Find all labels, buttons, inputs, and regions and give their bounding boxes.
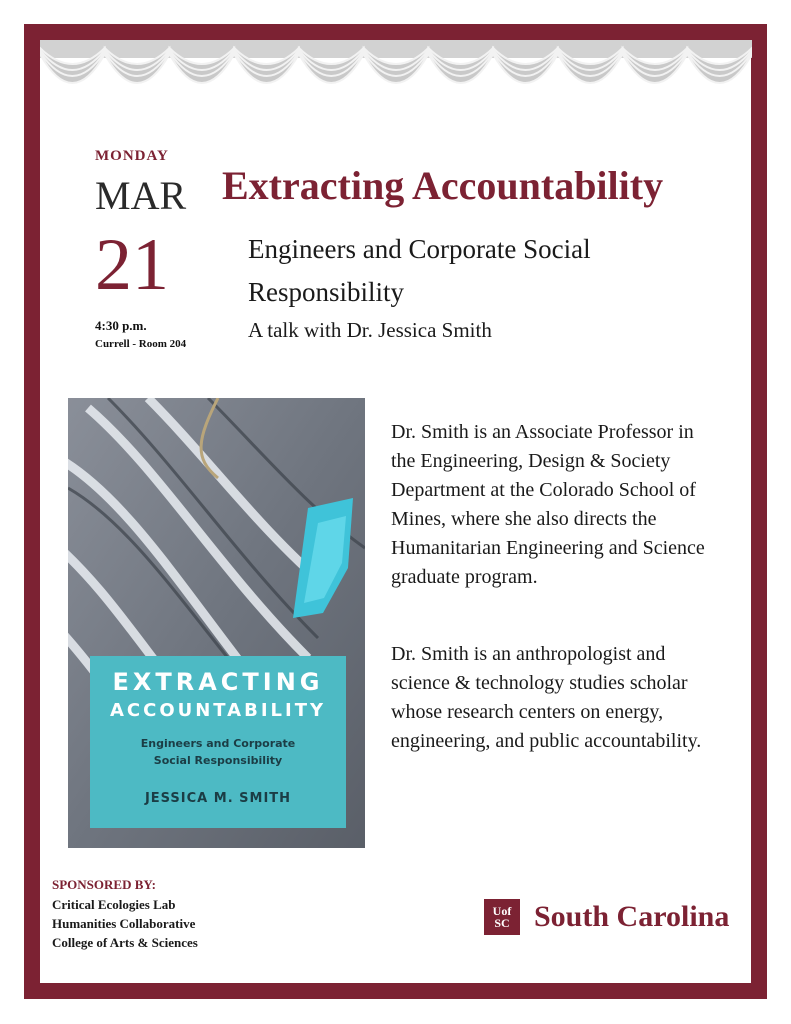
book-cover-subtitle-line2: Social Responsibility xyxy=(153,754,283,767)
book-cover-title-line2: ACCOUNTABILITY xyxy=(109,700,327,721)
talk-subtitle: Engineers and Corporate Social Responsibility xyxy=(248,234,591,307)
book-cover-title-panel xyxy=(90,656,346,828)
logo-wordmark: South Carolina xyxy=(534,900,730,933)
event-location: Currell - Room 204 xyxy=(95,338,187,350)
university-logo xyxy=(484,897,729,937)
event-day-of-week: MONDAY xyxy=(95,148,169,164)
book-cover-author: JESSICA M. SMITH xyxy=(144,791,292,806)
event-time: 4:30 p.m. xyxy=(95,318,147,333)
event-month: MAR xyxy=(95,173,187,218)
book-cover-title-line1: EXTRACTING xyxy=(112,668,324,696)
bio-paragraph-2: Dr. Smith is an anthropologist and science & technology studies scholar whose research centers on energy, engineering, and public accountability. xyxy=(391,643,702,752)
sponsor-item: Critical Ecologies Lab xyxy=(52,897,176,912)
event-date: 21 xyxy=(95,224,169,306)
usc-logo-mark xyxy=(484,899,520,935)
logo-mark-top: Uof xyxy=(492,904,512,918)
talk-speaker: A talk with Dr. Jessica Smith xyxy=(248,318,492,342)
logo-mark-bottom: SC xyxy=(494,916,510,930)
bio-paragraph-1: Dr. Smith is an Associate Professor in the Engineering, Design & Society Department at the Colorado School of Mines, where she also directs the Humanitarian Engineering and Science graduate program. xyxy=(391,421,705,588)
sponsor-item: College of Arts & Sciences xyxy=(52,935,198,950)
talk-title: Extracting Accountability xyxy=(222,163,664,208)
book-cover-image xyxy=(68,398,365,848)
sponsor-item: Humanities Collaborative xyxy=(52,916,196,931)
book-cover-subtitle-line1: Engineers and Corporate xyxy=(140,737,296,750)
sponsored-by-heading: SPONSORED BY: xyxy=(52,877,156,892)
decorative-swag-border xyxy=(40,40,752,110)
